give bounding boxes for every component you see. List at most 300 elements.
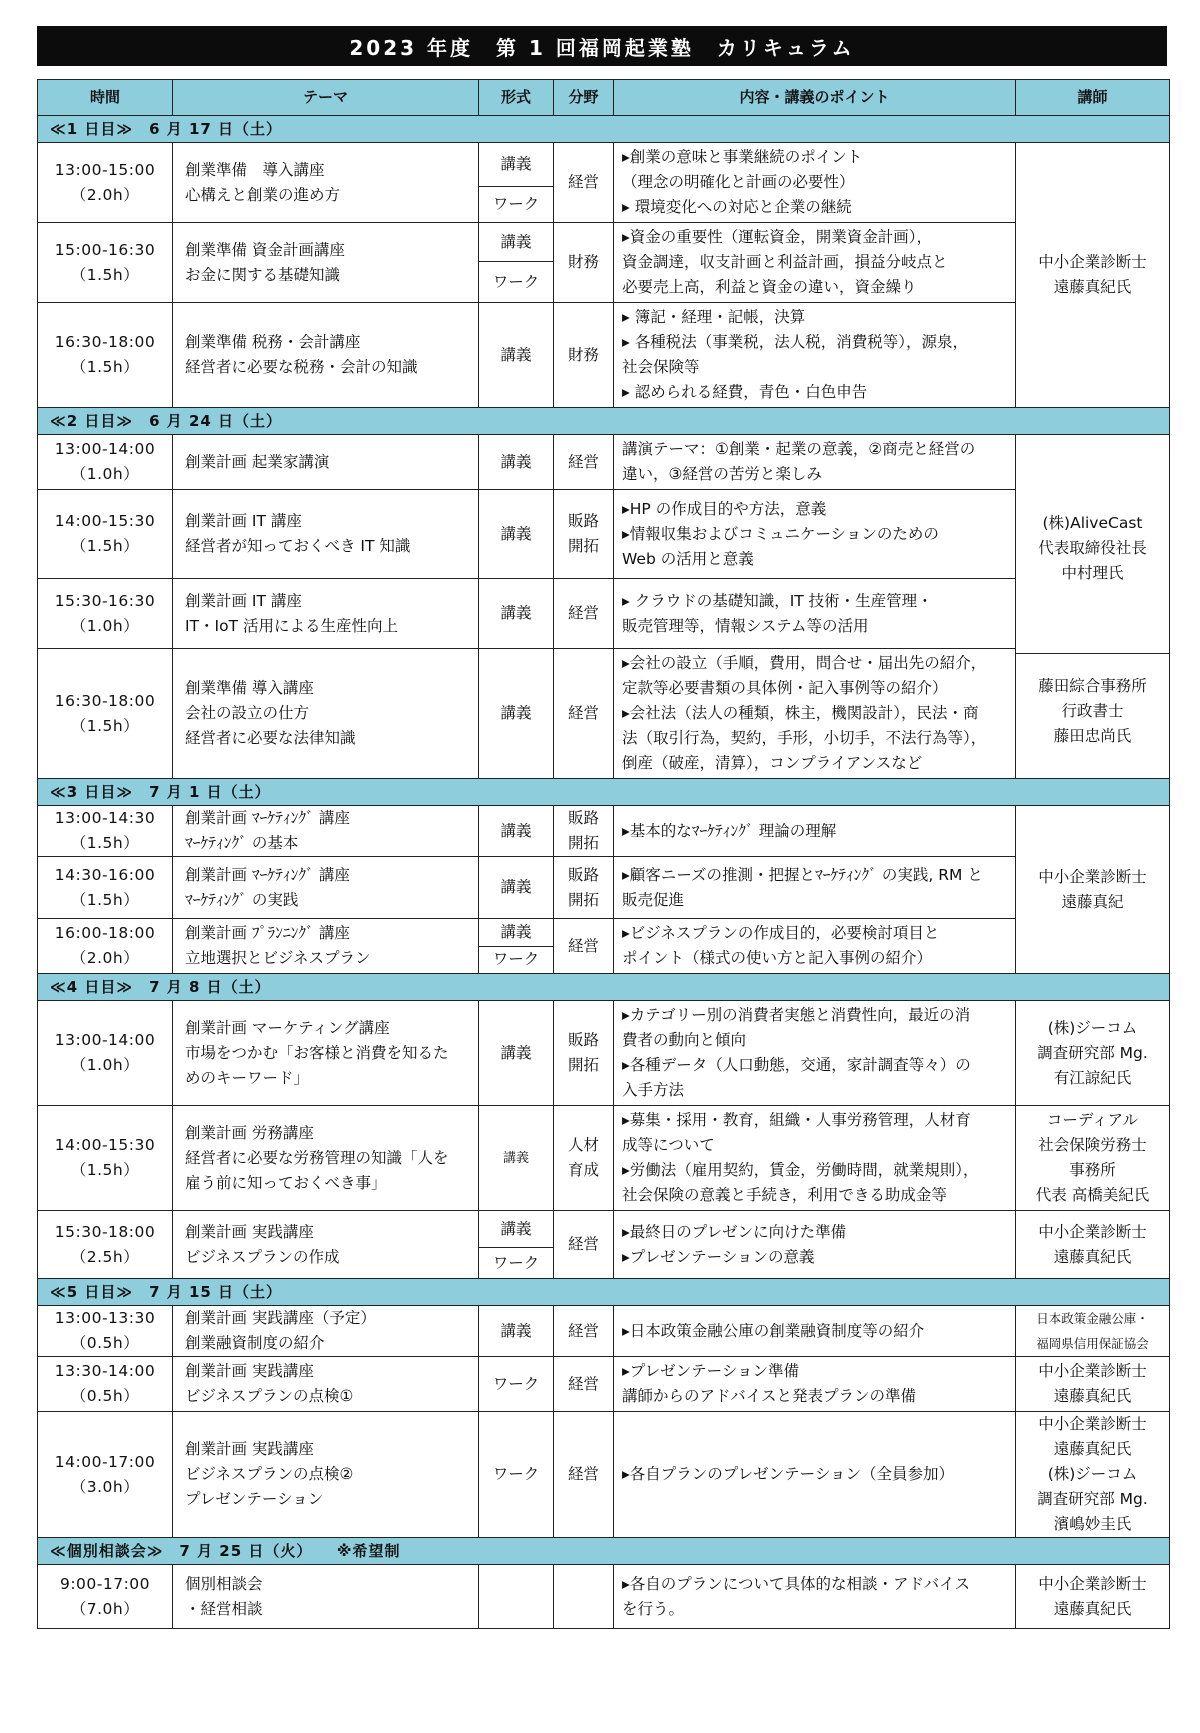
lecturer-name: 遠藤真紀 — [1061, 892, 1124, 911]
field-text: 開拓 — [567, 834, 599, 852]
lecturer-name: 中村理氏 — [1061, 563, 1124, 582]
theme-text: 創業計画 ﾏｰｹﾃｨﾝｸﾞ 講座 — [185, 809, 350, 827]
format-text: 講義 — [500, 922, 532, 941]
session-field — [554, 1565, 614, 1629]
content-line: （理念の明確化と計画の必要性） — [622, 173, 855, 191]
session-time — [38, 579, 173, 649]
lecturer — [1016, 1412, 1170, 1538]
format-text: 講義 — [500, 1321, 532, 1340]
session-field — [554, 1306, 614, 1357]
session-time — [38, 1001, 173, 1106]
time-text: 16:30-18:00 — [54, 333, 156, 351]
content-line: ▸会社法（法人の種類，株主，機関設計），民法・商 — [622, 704, 979, 722]
format-text: 講義 — [500, 154, 532, 173]
theme-text: 創業計画 実践講座（予定） — [185, 1309, 376, 1327]
session-row — [38, 1001, 1170, 1106]
lecturer-name: 濱嶋妙圭氏 — [1053, 1515, 1132, 1533]
time-text: （1.0h） — [70, 465, 140, 483]
session-content — [614, 1106, 1016, 1211]
lecturer-name: (株)AliveCast — [1042, 513, 1143, 532]
session-format — [479, 946, 554, 974]
lecturer-block — [1016, 444, 1169, 653]
field-text: 開拓 — [567, 1056, 599, 1074]
lecturer — [1016, 435, 1170, 779]
session-row — [38, 857, 1170, 919]
content-line: ▸プレゼンテーションの意義 — [622, 1247, 815, 1266]
session-format — [479, 490, 554, 579]
session-time — [38, 1106, 173, 1211]
content-line: ▸ 環境変化への対応と企業の継続 — [622, 198, 852, 216]
time-text: （1.5h） — [70, 716, 140, 735]
day-header-row — [38, 779, 1170, 806]
session-format — [479, 1106, 554, 1211]
lecturer-name: 中小企業診断士 — [1038, 1222, 1147, 1241]
session-time — [38, 1211, 173, 1279]
time-text: （3.0h） — [70, 1477, 140, 1496]
content-line: 違い，③経営の苦労と楽しみ — [622, 465, 822, 483]
session-theme — [173, 1357, 479, 1412]
time-text: 13:00-13:30 — [54, 1309, 156, 1327]
session-format — [479, 435, 554, 490]
session-theme — [173, 223, 479, 303]
lecturer — [1016, 143, 1170, 408]
content-line: 必要売上高，利益と資金の違い，資金繰り — [622, 278, 917, 296]
lecturer-name: コーディアル — [1046, 1111, 1139, 1129]
session-content — [614, 649, 1016, 779]
lecturer-name: 藤田忠尚氏 — [1053, 727, 1132, 745]
session-row — [38, 490, 1170, 579]
content-line: ▸各自プランのプレゼンテーション（全員参加） — [622, 1465, 955, 1483]
curriculum-table — [37, 79, 1170, 1629]
theme-text: 経営者が知っておくべき IT 知識 — [185, 537, 411, 555]
theme-text: 心構えと創業の進め方 — [185, 185, 341, 204]
format-text: ワーク — [492, 1465, 540, 1483]
content-line: 販売促進 — [622, 890, 685, 909]
session-field — [554, 1357, 614, 1412]
content-line: ▸最終日のプレゼンに向けた準備 — [622, 1222, 847, 1241]
session-theme — [173, 649, 479, 779]
header-lecturer: 講師 — [1016, 80, 1170, 116]
theme-text: めのキーワード」 — [185, 1068, 310, 1087]
content-line: 費者の動向と傾向 — [622, 1031, 747, 1049]
session-time — [38, 223, 173, 303]
format-text: 講義 — [500, 1043, 532, 1062]
lecturer-block — [1016, 865, 1169, 915]
format-text: ワーク — [492, 1374, 540, 1393]
session-theme — [173, 1211, 479, 1279]
time-text: （1.5h） — [70, 537, 140, 555]
theme-text: 市場をつかむ「お客様と消費を知るた — [185, 1043, 449, 1062]
time-text: （2.0h） — [70, 185, 140, 204]
session-row — [38, 1412, 1170, 1538]
day-header-row — [38, 1538, 1170, 1565]
lecturer-name: 調査研究部 Mg. — [1037, 1043, 1148, 1062]
session-content — [614, 223, 1016, 303]
session-row — [38, 435, 1170, 490]
content-line: 社会保険等 — [622, 358, 700, 376]
session-content — [614, 1001, 1016, 1106]
format-text: 講義 — [500, 1219, 532, 1238]
lecturer-name: 中小企業診断士 — [1038, 1415, 1147, 1433]
theme-text: 個別相談会 — [185, 1574, 263, 1593]
content-line: ▸会社の設立（手順，費用，問合せ・届出先の紹介， — [622, 654, 987, 672]
session-format — [479, 1412, 554, 1538]
theme-text: 創業準備 導入講座 — [185, 679, 314, 697]
session-theme — [173, 919, 479, 974]
field-text: 経営 — [567, 452, 599, 471]
lecturer-name: 中小企業診断士 — [1038, 253, 1147, 271]
theme-text: 創業計画 実践講座 — [185, 1222, 314, 1241]
session-row — [38, 919, 1170, 947]
field-text: 経営 — [567, 1321, 599, 1340]
time-text: 15:00-16:30 — [54, 240, 156, 259]
session-time — [38, 649, 173, 779]
content-line: 倒産（破産，清算），コンプライアンスなど — [622, 754, 923, 772]
theme-text: IT・IoT 活用による生産性向上 — [185, 616, 398, 635]
content-line: ▸日本政策金融公庫の創業融資制度等の紹介 — [622, 1321, 925, 1340]
session-row — [38, 1211, 1170, 1248]
session-content — [614, 143, 1016, 223]
session-theme — [173, 143, 479, 223]
field-text: 経営 — [567, 604, 599, 622]
format-text: 講義 — [500, 452, 532, 471]
time-text: （1.5h） — [70, 834, 140, 852]
session-row — [38, 1106, 1170, 1211]
session-content — [614, 303, 1016, 408]
header-time: 時間 — [38, 80, 173, 116]
lecturer — [1016, 1306, 1170, 1357]
field-text: 販路 — [567, 809, 599, 827]
session-theme — [173, 490, 479, 579]
session-row — [38, 1565, 1170, 1629]
format-text: 講義 — [502, 1150, 529, 1166]
time-text: 16:30-18:00 — [54, 691, 156, 710]
session-field — [554, 1412, 614, 1538]
session-theme — [173, 1106, 479, 1211]
day-header-row — [38, 116, 1170, 143]
theme-text: ビジネスプランの作成 — [185, 1247, 340, 1266]
field-text: 経営 — [567, 704, 599, 722]
theme-text: 会社の設立の仕方 — [185, 704, 310, 722]
session-time — [38, 1357, 173, 1412]
lecturer — [1016, 1357, 1170, 1412]
session-content — [614, 806, 1016, 857]
content-line: ▸HP の作成目的や方法，意義 — [622, 499, 827, 518]
content-line: 入手方法 — [622, 1081, 685, 1099]
session-theme — [173, 1001, 479, 1106]
session-format — [479, 919, 554, 947]
session-content — [614, 579, 1016, 649]
theme-text: 創業計画 IT 講座 — [185, 591, 302, 610]
theme-text: 創業計画 マーケティング講座 — [185, 1018, 390, 1037]
day-label: ≪個別相談会≫ 7 月 25 日（火） ※希望制 — [38, 1538, 1170, 1565]
lecturer-name: 遠藤真紀氏 — [1053, 1440, 1132, 1458]
session-content — [614, 1211, 1016, 1279]
session-row — [38, 1306, 1170, 1357]
session-theme — [173, 303, 479, 408]
theme-text: 創業計画 起業家講演 — [185, 452, 330, 471]
content-line: ▸カテゴリー別の消費者実態と消費性向，最近の消 — [622, 1006, 971, 1024]
time-text: （1.0h） — [70, 616, 140, 635]
content-line: ▸各自のプランについて具体的な相談・アドバイス — [622, 1574, 971, 1593]
day-label: ≪4 日目≫ 7 月 8 日（土） — [38, 974, 1170, 1001]
format-text: ワーク — [492, 272, 540, 291]
theme-text: 創業準備 資金計画講座 — [185, 240, 345, 259]
session-field — [554, 579, 614, 649]
time-text: （7.0h） — [70, 1599, 140, 1618]
lecturer — [1016, 1565, 1170, 1629]
content-line: ▸ビジネスプランの作成目的，必要検討項目と — [622, 924, 940, 942]
session-format — [479, 649, 554, 779]
field-text: 経営 — [567, 936, 599, 955]
format-text: 講義 — [500, 878, 532, 896]
session-format — [479, 1001, 554, 1106]
lecturer-name: (株)ジーコム — [1047, 1465, 1138, 1483]
theme-text: 経営者に必要な労務管理の知識「人を — [185, 1148, 449, 1167]
content-line: ▸基本的なﾏｰｹﾃｨﾝｸﾞ 理論の理解 — [622, 821, 837, 840]
theme-text: ﾏｰｹﾃｨﾝｸﾞ の基本 — [185, 834, 299, 852]
field-text: 経営 — [567, 173, 599, 191]
theme-text: ﾏｰｹﾃｨﾝｸﾞ の実践 — [185, 890, 299, 909]
content-line: ▸募集・採用・教育，組織・人事労務管理，人材育 — [622, 1111, 971, 1129]
content-line: ▸顧客ニーズの推測・把握とﾏｰｹﾃｨﾝｸﾞ の実践, RM と — [622, 865, 983, 884]
field-text: 人材 — [567, 1136, 599, 1154]
session-time — [38, 806, 173, 857]
format-text: ワーク — [492, 194, 540, 213]
session-time — [38, 435, 173, 490]
header-field: 分野 — [554, 80, 614, 116]
lecturer-block — [1016, 250, 1169, 300]
time-text: 14:00-17:00 — [54, 1452, 156, 1471]
theme-text: 経営者に必要な税務・会計の知識 — [185, 358, 418, 376]
lecturer-name: 中小企業診断士 — [1038, 1574, 1147, 1593]
time-text: 13:00-14:00 — [54, 440, 156, 458]
format-text: 講義 — [500, 704, 532, 722]
session-content — [614, 490, 1016, 579]
format-text: 講義 — [500, 524, 532, 543]
content-line: Web の活用と意義 — [622, 549, 754, 568]
session-format — [479, 1357, 554, 1412]
day-header-row — [38, 408, 1170, 435]
session-row — [38, 806, 1170, 857]
lecturer-name: 事務所 — [1069, 1161, 1116, 1179]
time-text: （0.5h） — [70, 1387, 140, 1405]
time-text: （1.0h） — [70, 1056, 140, 1074]
day-label: ≪5 日目≫ 7 月 15 日（土） — [38, 1279, 1170, 1306]
theme-text: お金に関する基礎知識 — [185, 265, 341, 284]
time-text: （1.5h） — [70, 265, 140, 284]
time-text: （1.5h） — [70, 1161, 140, 1179]
session-row — [38, 223, 1170, 262]
lecturer-name: 有江諒紀氏 — [1053, 1068, 1132, 1087]
theme-text: ・経営相談 — [185, 1599, 263, 1618]
content-line: 販売管理等，情報システム等の活用 — [622, 616, 869, 635]
format-text: 講義 — [500, 604, 532, 622]
time-text: 13:30-14:00 — [54, 1362, 156, 1380]
header-content: 内容・講義のポイント — [614, 80, 1016, 116]
session-field — [554, 1106, 614, 1211]
session-time — [38, 143, 173, 223]
session-row — [38, 649, 1170, 779]
session-format — [479, 1211, 554, 1248]
time-text: 15:30-18:00 — [54, 1222, 156, 1241]
theme-text: 創業計画 労務講座 — [185, 1123, 314, 1142]
content-line: ▸ クラウドの基礎知識，IT 技術・生産管理・ — [622, 591, 933, 610]
field-text: 販路 — [567, 1031, 599, 1049]
session-field — [554, 490, 614, 579]
content-line: ▸ 簿記・経理・記帳，決算 — [622, 308, 806, 326]
time-text: 13:00-14:30 — [54, 809, 156, 827]
time-text: （2.0h） — [70, 949, 140, 967]
theme-text: 創業計画 実践講座 — [185, 1362, 314, 1380]
lecturer-name: 遠藤真紀氏 — [1053, 1599, 1132, 1618]
content-line: ▸ 各種税法（事業税，法人税，消費税等），源泉， — [622, 333, 968, 351]
time-text: 14:00-15:30 — [54, 1136, 156, 1154]
theme-text: 創業融資制度の紹介 — [185, 1334, 325, 1352]
content-line: 社会保険の意義と手続き，利用できる助成金等 — [622, 1186, 947, 1204]
session-content — [614, 1306, 1016, 1357]
time-text: 15:30-16:30 — [54, 591, 156, 610]
format-text: ワーク — [492, 950, 540, 969]
day-label: ≪3 日目≫ 7 月 1 日（土） — [38, 779, 1170, 806]
curriculum-body — [38, 116, 1170, 1629]
lecturer-name: 遠藤真紀氏 — [1053, 1247, 1132, 1266]
time-text: 14:30-16:00 — [54, 865, 156, 884]
header-format: 形式 — [479, 80, 554, 116]
field-text: 開拓 — [567, 890, 599, 909]
session-field — [554, 1001, 614, 1106]
session-field — [554, 919, 614, 974]
content-line: ポイント（様式の使い方と記入事例の紹介） — [622, 949, 933, 967]
content-line: ▸各種データ（人口動態，交通，家計調査等々）の — [622, 1056, 971, 1074]
theme-text: 創業計画 実践講座 — [185, 1440, 314, 1458]
format-text: 講義 — [500, 345, 532, 364]
theme-text: 創業準備 税務・会計講座 — [185, 333, 361, 351]
field-text: 販路 — [567, 512, 599, 530]
lecturer-block — [1016, 653, 1169, 770]
session-format — [479, 857, 554, 919]
session-field — [554, 435, 614, 490]
lecturer-name: 藤田綜合事務所 — [1038, 677, 1147, 695]
session-theme — [173, 1412, 479, 1538]
lecturer-name: 社会保険労務士 — [1038, 1136, 1147, 1154]
session-field — [554, 303, 614, 408]
theme-text: ビジネスプランの点検① — [185, 1387, 354, 1405]
header-theme: テーマ — [173, 80, 479, 116]
field-text: 経営 — [567, 1235, 599, 1253]
lecturer-name: 中小企業診断士 — [1038, 1362, 1147, 1380]
theme-text: ビジネスプランの点検② — [185, 1465, 354, 1483]
lecturer-name: 遠藤真紀氏 — [1053, 278, 1132, 296]
format-text: 講義 — [500, 232, 532, 251]
content-line: 法（取引行為，契約，手形，小切手，不法行為等）， — [622, 729, 987, 747]
lecturer — [1016, 1001, 1170, 1106]
time-text: 9:00-17:00 — [59, 1574, 151, 1593]
content-line: 成等について — [622, 1136, 715, 1154]
day-label: ≪2 日目≫ 6 月 24 日（土） — [38, 408, 1170, 435]
theme-text: 創業準備 導入講座 — [185, 160, 325, 179]
session-field — [554, 806, 614, 857]
lecturer — [1016, 806, 1170, 974]
session-theme — [173, 1565, 479, 1629]
session-theme — [173, 806, 479, 857]
session-time — [38, 303, 173, 408]
lecturer-name: (株)ジーコム — [1047, 1018, 1138, 1037]
content-line: 講師からのアドバイスと発表プランの準備 — [622, 1387, 917, 1405]
time-text: 13:00-15:00 — [54, 160, 156, 179]
session-row — [38, 1357, 1170, 1412]
field-text: 開拓 — [567, 537, 599, 555]
time-text: （1.5h） — [70, 358, 140, 376]
lecturer-name: 調査研究部 Mg. — [1037, 1490, 1148, 1508]
lecturer — [1016, 1211, 1170, 1279]
theme-text: 創業計画 IT 講座 — [185, 512, 302, 530]
time-text: （1.5h） — [70, 890, 140, 909]
content-line: を行う。 — [622, 1599, 685, 1618]
session-field — [554, 223, 614, 303]
session-format — [479, 1248, 554, 1279]
session-format — [479, 186, 554, 222]
field-text: 財務 — [567, 345, 599, 364]
page-title: 2023 年度 第 1 回福岡起業塾 カリキュラム — [37, 26, 1167, 66]
session-time — [38, 1306, 173, 1357]
theme-text: 雇う前に知っておくべき事」 — [185, 1173, 387, 1192]
time-text: 14:00-15:30 — [54, 512, 156, 530]
session-format — [479, 143, 554, 187]
session-field — [554, 1211, 614, 1279]
theme-text: 立地選択とビジネスプラン — [185, 949, 371, 967]
session-field — [554, 857, 614, 919]
day-header-row — [38, 1279, 1170, 1306]
lecturer-name: 日本政策金融公庫・ — [1036, 1311, 1149, 1326]
session-time — [38, 919, 173, 974]
content-line: ▸創業の意味と事業継続のポイント — [622, 148, 863, 166]
time-text: 13:00-14:00 — [54, 1031, 156, 1049]
theme-text: 経営者に必要な法律知識 — [185, 729, 356, 747]
lecturer-name: 代表 高橋美紀氏 — [1035, 1186, 1150, 1204]
header-row — [38, 80, 1170, 116]
content-line: 講演テーマ：①創業・起業の意義，②商売と経営の — [622, 440, 976, 458]
session-format — [479, 262, 554, 303]
time-text: 16:00-18:00 — [54, 924, 156, 942]
content-line: ▸資金の重要性（運転資金，開業資金計画）， — [622, 228, 933, 246]
session-content — [614, 857, 1016, 919]
session-format — [479, 1565, 554, 1629]
content-line: ▸労働法（雇用契約，賃金，労働時間，就業規則）， — [622, 1161, 979, 1179]
session-row — [38, 579, 1170, 649]
field-text: 販路 — [567, 865, 599, 884]
content-line: ▸ 認められる経費，青色・白色申告 — [622, 383, 868, 401]
content-line: ▸プレゼンテーション準備 — [622, 1362, 800, 1380]
content-line: 定款等必要書類の具体例・記入事例等の紹介） — [622, 679, 948, 697]
content-line: 資金調達，収支計画と利益計画，損益分岐点と — [622, 253, 948, 271]
session-format — [479, 1306, 554, 1357]
format-text: ワーク — [492, 1253, 540, 1272]
lecturer-name: 行政書士 — [1061, 702, 1124, 720]
session-time — [38, 490, 173, 579]
session-row — [38, 303, 1170, 408]
time-text: （0.5h） — [70, 1334, 140, 1352]
lecturer — [1016, 1106, 1170, 1211]
session-theme — [173, 1306, 479, 1357]
session-content — [614, 919, 1016, 974]
session-time — [38, 1412, 173, 1538]
day-label: ≪1 日目≫ 6 月 17 日（土） — [38, 116, 1170, 143]
day-header-row — [38, 974, 1170, 1001]
session-field — [554, 143, 614, 223]
session-format — [479, 303, 554, 408]
session-time — [38, 857, 173, 919]
